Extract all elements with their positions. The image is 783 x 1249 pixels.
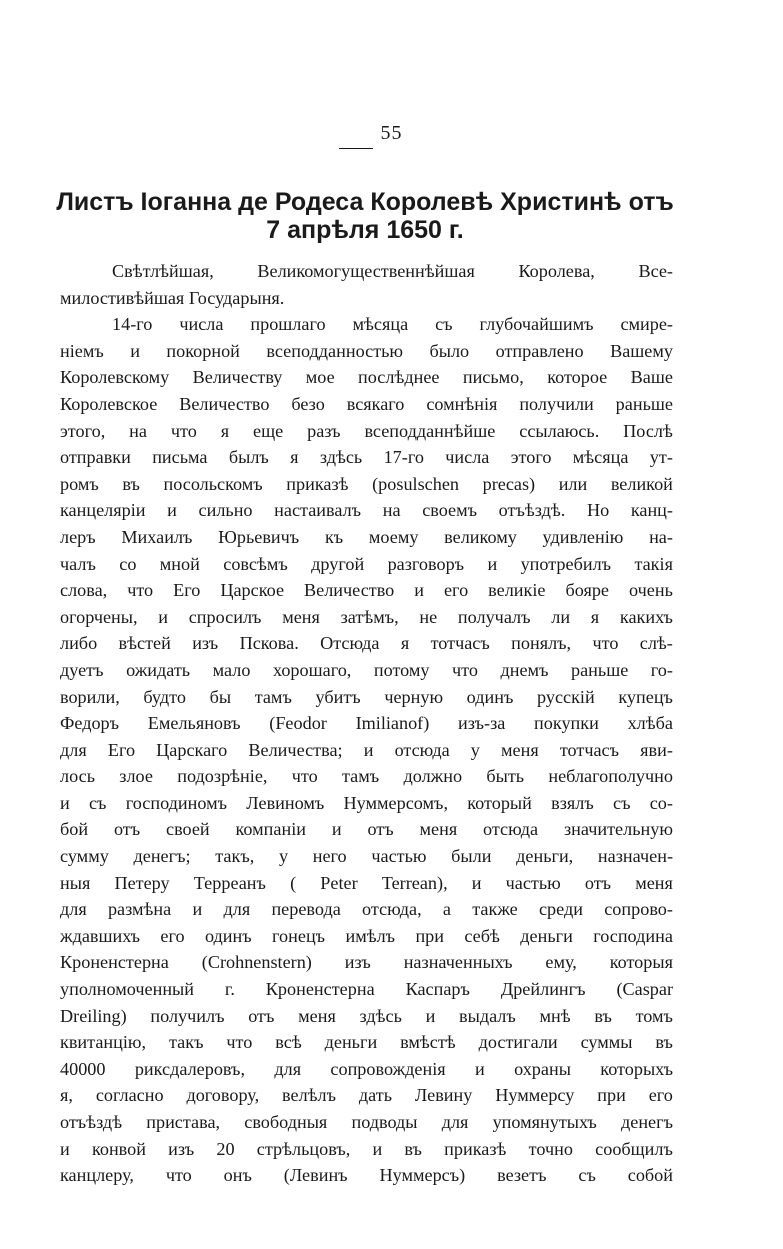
title-line-1: Листъ Іоганна де Родеса Королевѣ Христинѣ отъ bbox=[56, 188, 674, 216]
text-line: канцеляріи и сильно настаивалъ на своемъ отъѣздѣ. Но канц- bbox=[60, 500, 673, 521]
text-line: слова, что Его Царское Величество и его великіе бояре очень bbox=[60, 580, 673, 601]
text-line: отъѣздѣ пристава, свободныя подводы для упомянутыхъ денегъ bbox=[60, 1112, 673, 1132]
text-line: Федоръ Емельяновъ (Feodor Imilianof) изъ-за покупки хлѣба bbox=[60, 713, 673, 734]
text-line: сумму денегъ; такъ, у него частью были деньги, назначен- bbox=[60, 846, 673, 867]
text-line: канцлеру, что онъ (Левинъ Нуммерсъ) везетъ съ собой bbox=[60, 1165, 673, 1186]
text-line: ромъ въ посольскомъ приказѣ (posulschen precas) или великой bbox=[60, 473, 673, 494]
letter-body bbox=[60, 258, 673, 1189]
title-line-2: 7 апрѣля 1650 г. bbox=[266, 216, 464, 244]
text-line: огорчены, и спросилъ меня затѣмъ, не получалъ ли я какихъ bbox=[60, 606, 673, 627]
text-line: бой отъ своей компаніи и отъ меня отсюда значительную bbox=[60, 819, 673, 840]
text-line: дуетъ ожидать мало хорошаго, потому что днемъ раньше го- bbox=[60, 659, 673, 680]
text-line: и конвой изъ 20 стрѣльцовъ, и въ приказѣ точно сообщилъ bbox=[60, 1138, 673, 1159]
text-line: 40000 риксдалеровъ, для сопровожденія и охраны которыхъ bbox=[60, 1058, 673, 1079]
text-line: для Его Царскаго Величества; и отсюда у меня тотчасъ яви- bbox=[60, 739, 673, 760]
text-line: этого, на что я еще разъ всеподданнѣйше ссылаюсь. Послѣ bbox=[60, 420, 673, 441]
text-line: квитанцію, такъ что всѣ деньги вмѣстѣ достигали суммы въ bbox=[60, 1032, 673, 1053]
text-line: лось злое подозрѣніе, что тамъ должно быть неблагополучно bbox=[60, 766, 673, 787]
text-line: Кроненстерна (Crohnenstern) изъ назначенныхъ ему, которыя bbox=[60, 952, 673, 973]
text-line: чалъ со мной совсѣмъ другой разговоръ и употребилъ такія bbox=[60, 553, 673, 574]
text-line: для размѣна и для перевода отсюда, а также среди сопрово- bbox=[60, 899, 673, 920]
text-line: леръ Михаилъ Юрьевичъ къ моему великому удивленію на- bbox=[60, 526, 673, 547]
text-line: 14-го числа прошлаго мѣсяца съ глубочайшимъ смире- bbox=[112, 314, 673, 335]
text-line: Dreiling) получилъ отъ меня здѣсь и выдалъ мнѣ въ томъ bbox=[60, 1005, 673, 1026]
text-line: Свѣтлѣйшая, Великомогущественнѣйшая Королева, Все- bbox=[112, 261, 673, 281]
text-line: ворили, будто бы тамъ убитъ черную одинъ русскій купецъ bbox=[60, 686, 673, 707]
page-number-underline bbox=[339, 148, 373, 149]
letter-title bbox=[50, 188, 680, 244]
text-line: ныя Петеру Терреанъ ( Peter Terrean), и частью отъ меня bbox=[60, 872, 673, 893]
text-line: я, согласно договору, велѣлъ дать Левину Нуммерсу при его bbox=[60, 1085, 673, 1106]
page-number: 55 bbox=[380, 122, 403, 144]
text-line: и съ господиномъ Левиномъ Нуммерсомъ, который взялъ съ со- bbox=[60, 792, 673, 813]
text-line: Королевское Величество безо всякаго сомнѣнія получили раньше bbox=[60, 393, 673, 414]
text-line: ждавшихъ его одинъ гонецъ имѣлъ при себѣ деньги господина bbox=[60, 925, 673, 946]
text-line: Королевскому Величеству мое послѣднее письмо, которое Ваше bbox=[60, 367, 673, 388]
text-line: либо вѣстей изъ Пскова. Отсюда я тотчасъ понялъ, что слѣ- bbox=[60, 633, 673, 654]
text-line: ніемъ и покорной всеподданностью было отправлено Вашему bbox=[60, 340, 673, 361]
text-line: уполномоченный г. Кроненстерна Каспаръ Дрейлингъ (Caspar bbox=[60, 979, 673, 1000]
text-line: отправки письма былъ я здѣсь 17-го числа этого мѣсяца ут- bbox=[60, 447, 673, 468]
text-line: милостивѣйшая Государыня. bbox=[60, 287, 285, 308]
